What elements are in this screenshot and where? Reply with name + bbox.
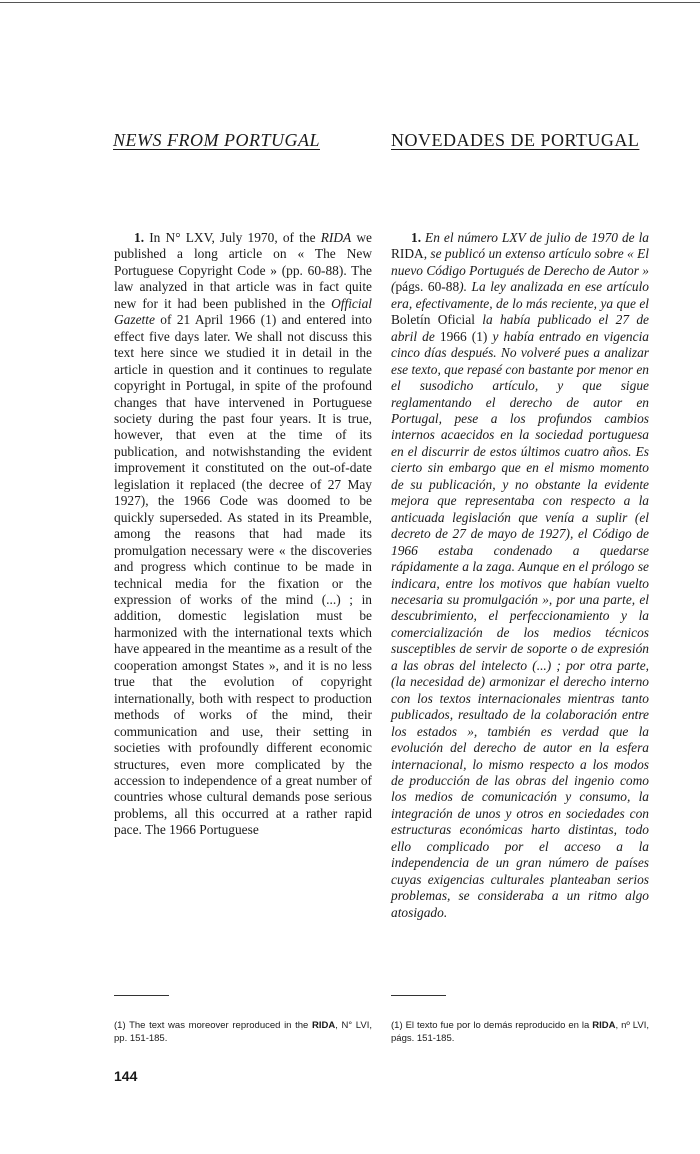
spanish-text-2: , se publicó un extenso artículo sobre « El nuevo Código Portugués de Derecho de Autor » (	[391, 246, 649, 295]
footnote-text-2: , N° LVI, pp. 151-185.	[114, 1020, 372, 1044]
spanish-text-4: la había publicado el 27 de abril de	[391, 312, 649, 344]
english-text-2: we published a long article on « The New Portuguese Copyright Code » (pp. 60-88). The law analyzed in that article was in fact quite new for it had been published in the	[114, 230, 372, 311]
spanish-paragraph	[391, 230, 649, 921]
year-reference: 1966 (1)	[439, 328, 488, 344]
footnote-text-1: (1) The text was moreover reproduced in the	[114, 1020, 312, 1031]
rida-reference: RIDA	[320, 230, 352, 245]
footnote-text-1: (1) El texto fue por lo demás reproducido en la	[391, 1020, 593, 1031]
spanish-text-3: ). La ley analizada en ese artículo era, efectivamente, de lo más reciente, ya que el	[391, 279, 649, 311]
footnote-rule-spanish	[391, 995, 446, 996]
heading-english: NEWS FROM PORTUGAL	[113, 130, 320, 150]
boletin-oficial-reference: Boletín Oficial	[391, 312, 475, 328]
english-paragraph	[114, 230, 372, 839]
spanish-column	[391, 230, 649, 921]
page-number: 144	[114, 1068, 138, 1084]
footnote-english	[114, 1020, 372, 1045]
official-gazette-reference: Official Gazette	[114, 295, 372, 328]
spanish-text-5: y había entrado en vigencia cinco días después. No volveré pues a analizar ese texto, que repasé con bastante por menor en el susodicho artículo, y que sigue reglamentando el derecho de autor en Portugal, pese a los profundos cambios internos acaecidos en la sociedad portuguesa en el discurrir de estos últimos cuatro años. Es cierto sin embargo que en el mismo momento de su publicación, y no obstante la evidente mejora que representaba con respecto a la anticuada legislación que venía a suplir (el decreto de 27 de mayo de 1927), el Código de 1966 estaba condenado a quedarse rápidamente a la zaga. Aunque en el prólogo se indicara, entre los motivos que habían vuelto necesaria su promulgación », por una parte, el descubrimiento, el perfeccionamiento y la comercialización de los medios técnicos susceptibles de servir de soporte o de expresión a las obras del intelecto (...) ; por otra parte, (la necesidad de) armonizar el derecho interno con los textos internacionales mientras tanto publicados, resultado de la colaboración entre los estados », también es verdad que la evolución del derecho de autor en la esfera internacional, lo mismo respecto a los modos de producción de las obras del ingenio como los medios de comunicación y consumo, la integración de unos y otros en sociedades con estructuras económicas harto distintas, todo ello complicado por el acceso a la independencia de un gran número de países cuyas exigencias culturales planteaban serios problemas, se consideraba a un ritmo algo atosigado.	[391, 328, 649, 920]
english-text-3: of 21 April 1966 (1) and entered into effect five days later. We shall not discuss this text here since we studied it in detail in the article in question and it continues to regulate copyright in Portugal, in spite of the profound changes that have intervened in Portuguese society during the past four years. It is true, however, that even at the time of its publication, and notwishstanding the evident improvement it constituted on the out-of-date legislation it replaced (the decree of 27 May 1927), the 1966 Code was doomed to be quickly superseded. As stated in its Preamble, among the reasons that had made its promulgation necessary were « the discoveries and progress which continue to be made in technical media for the fixation or the expression of works of the mind (...) ; in addition, domestic legislation must be harmonized with the international texts which have appeared in the meantime as a result of the cooperation amongst States », and it is no less true that the evolution of copyright internationally, both with respect to production methods of works of the mind, their communication and use, their setting in societies with profoundly different economic structures, even more complicated by the accession to independence of a great number of countries whose cultural demands pose serious problems, all this occurred at a rather rapid pace. The 1966 Portuguese	[114, 312, 372, 838]
footnote-rule-english	[114, 995, 169, 996]
pages-reference: págs. 60-88	[395, 279, 460, 295]
paragraph-number: 1.	[134, 230, 145, 245]
english-text-1: In N° LXV, July 1970, of the	[144, 230, 321, 245]
footnote-text-2: , nº LVI, págs. 151-185.	[391, 1020, 649, 1044]
rida-reference: RIDA	[391, 246, 424, 262]
footnote-rida: RIDA	[311, 1020, 336, 1031]
spanish-text-1: En el número LXV de julio de 1970 de la	[421, 230, 649, 245]
footnote-spanish	[391, 1020, 649, 1045]
top-border-line	[0, 2, 700, 3]
footnote-rida: RIDA	[592, 1020, 616, 1031]
heading-spanish: NOVEDADES DE PORTUGAL	[391, 130, 640, 150]
english-column	[114, 230, 372, 839]
paragraph-number: 1.	[411, 230, 422, 245]
